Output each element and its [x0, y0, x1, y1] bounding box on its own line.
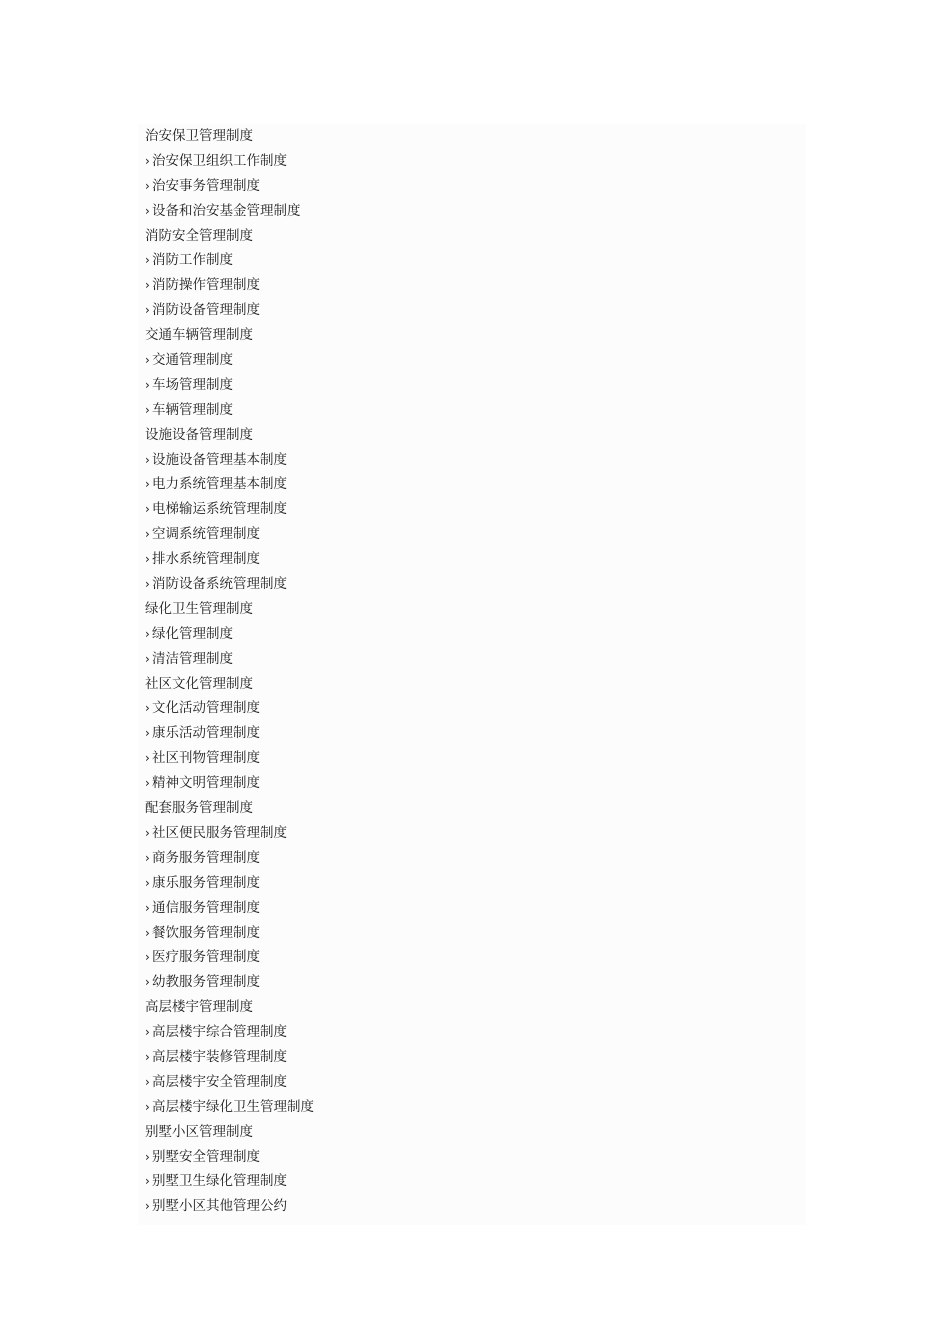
list-item-label: 消防设备系统管理制度 — [152, 576, 287, 593]
chevron-right-icon: › — [145, 1049, 150, 1064]
chevron-right-icon: › — [145, 377, 150, 392]
list-item — [145, 248, 314, 273]
list-item-label: 空调系统管理制度 — [152, 526, 260, 543]
chevron-right-icon: › — [145, 353, 150, 368]
list-item-label: 别墅卫生绿化管理制度 — [152, 1173, 287, 1190]
list-item-label: 电力系统管理基本制度 — [152, 476, 287, 493]
chevron-right-icon: › — [145, 626, 150, 641]
list-item-label: 精神文明管理制度 — [152, 775, 260, 792]
chevron-right-icon: › — [145, 1149, 150, 1164]
list-item-label: 高层楼宇绿化卫生管理制度 — [152, 1098, 314, 1115]
list-item — [145, 746, 314, 771]
list-item — [145, 522, 314, 547]
section-title: 配套服务管理制度 — [145, 800, 253, 817]
section-title: 交通车辆管理制度 — [145, 327, 253, 344]
chevron-right-icon: › — [145, 278, 150, 293]
list-item-label: 清洁管理制度 — [152, 650, 233, 667]
list-item-label: 治安事务管理制度 — [152, 177, 260, 194]
regulation-list — [145, 124, 314, 1219]
list-item-label: 交通管理制度 — [152, 352, 233, 369]
list-item — [145, 1169, 314, 1194]
list-item — [145, 821, 314, 846]
chevron-right-icon: › — [145, 925, 150, 940]
chevron-right-icon: › — [145, 701, 150, 716]
chevron-right-icon: › — [145, 1199, 150, 1214]
section-title: 高层楼宇管理制度 — [145, 999, 253, 1016]
list-item-label: 社区刊物管理制度 — [152, 750, 260, 767]
list-item — [145, 348, 314, 373]
chevron-right-icon: › — [145, 1174, 150, 1189]
chevron-right-icon: › — [145, 527, 150, 542]
list-item — [145, 547, 314, 572]
chevron-right-icon: › — [145, 875, 150, 890]
list-item-label: 别墅小区其他管理公约 — [152, 1198, 287, 1215]
list-item-label: 餐饮服务管理制度 — [152, 924, 260, 941]
list-item-label: 排水系统管理制度 — [152, 551, 260, 568]
section-title: 消防安全管理制度 — [145, 227, 253, 244]
list-item — [145, 174, 314, 199]
chevron-right-icon: › — [145, 552, 150, 567]
list-item — [145, 696, 314, 721]
chevron-right-icon: › — [145, 726, 150, 741]
list-item-label: 高层楼宇安全管理制度 — [152, 1073, 287, 1090]
chevron-right-icon: › — [145, 477, 150, 492]
list-item-label: 绿化管理制度 — [152, 625, 233, 642]
list-item — [145, 721, 314, 746]
list-item — [145, 921, 314, 946]
list-item — [145, 199, 314, 224]
list-item-label: 治安保卫组织工作制度 — [152, 152, 287, 169]
chevron-right-icon: › — [145, 303, 150, 318]
list-item — [145, 1045, 314, 1070]
list-item — [145, 398, 314, 423]
list-item-label: 车场管理制度 — [152, 376, 233, 393]
list-item-label: 消防设备管理制度 — [152, 302, 260, 319]
chevron-right-icon: › — [145, 1025, 150, 1040]
list-item — [145, 970, 314, 995]
list-item — [145, 1095, 314, 1120]
section-title: 社区文化管理制度 — [145, 675, 253, 692]
list-item — [145, 945, 314, 970]
chevron-right-icon: › — [145, 950, 150, 965]
chevron-right-icon: › — [145, 502, 150, 517]
chevron-right-icon: › — [145, 1099, 150, 1114]
list-item — [145, 448, 314, 473]
list-item — [145, 273, 314, 298]
list-item — [145, 871, 314, 896]
section-title: 治安保卫管理制度 — [145, 128, 253, 144]
list-item — [145, 298, 314, 323]
list-item-label: 文化活动管理制度 — [152, 700, 260, 717]
list-item-label: 商务服务管理制度 — [152, 849, 260, 866]
list-item-label: 别墅安全管理制度 — [152, 1148, 260, 1165]
chevron-right-icon: › — [145, 850, 150, 865]
list-item — [145, 622, 314, 647]
list-item-label: 设施设备管理基本制度 — [152, 451, 287, 468]
list-item — [145, 373, 314, 398]
list-item-label: 消防操作管理制度 — [152, 277, 260, 294]
chevron-right-icon: › — [145, 253, 150, 268]
list-item — [145, 647, 314, 672]
list-item-label: 高层楼宇综合管理制度 — [152, 1024, 287, 1041]
list-item-label: 高层楼宇装修管理制度 — [152, 1048, 287, 1065]
list-item — [145, 472, 314, 497]
chevron-right-icon: › — [145, 825, 150, 840]
chevron-right-icon: › — [145, 651, 150, 666]
list-item — [145, 771, 314, 796]
list-item — [145, 572, 314, 597]
chevron-right-icon: › — [145, 776, 150, 791]
chevron-right-icon: › — [145, 402, 150, 417]
section-title: 绿化卫生管理制度 — [145, 600, 253, 617]
list-item-label: 康乐活动管理制度 — [152, 725, 260, 742]
section-title: 设施设备管理制度 — [145, 426, 253, 443]
section-title: 别墅小区管理制度 — [145, 1123, 253, 1140]
list-item — [145, 1194, 314, 1219]
list-item-label: 设备和治安基金管理制度 — [152, 202, 301, 219]
list-item-label: 医疗服务管理制度 — [152, 949, 260, 966]
chevron-right-icon: › — [145, 153, 150, 168]
chevron-right-icon: › — [145, 900, 150, 915]
chevron-right-icon: › — [145, 577, 150, 592]
list-item — [145, 149, 314, 174]
chevron-right-icon: › — [145, 751, 150, 766]
list-item-label: 电梯输运系统管理制度 — [152, 501, 287, 518]
list-item — [145, 1070, 314, 1095]
list-item — [145, 1020, 314, 1045]
chevron-right-icon: › — [145, 203, 150, 218]
list-item-label: 车辆管理制度 — [152, 401, 233, 418]
chevron-right-icon: › — [145, 975, 150, 990]
chevron-right-icon: › — [145, 178, 150, 193]
list-item — [145, 1145, 314, 1170]
chevron-right-icon: › — [145, 1074, 150, 1089]
list-item-label: 康乐服务管理制度 — [152, 874, 260, 891]
list-item — [145, 846, 314, 871]
chevron-right-icon: › — [145, 452, 150, 467]
list-item-label: 通信服务管理制度 — [152, 899, 260, 916]
list-item — [145, 497, 314, 522]
list-item — [145, 896, 314, 921]
list-item-label: 社区便民服务管理制度 — [152, 824, 287, 841]
list-item-label: 幼教服务管理制度 — [152, 974, 260, 991]
list-item-label: 消防工作制度 — [152, 252, 233, 269]
